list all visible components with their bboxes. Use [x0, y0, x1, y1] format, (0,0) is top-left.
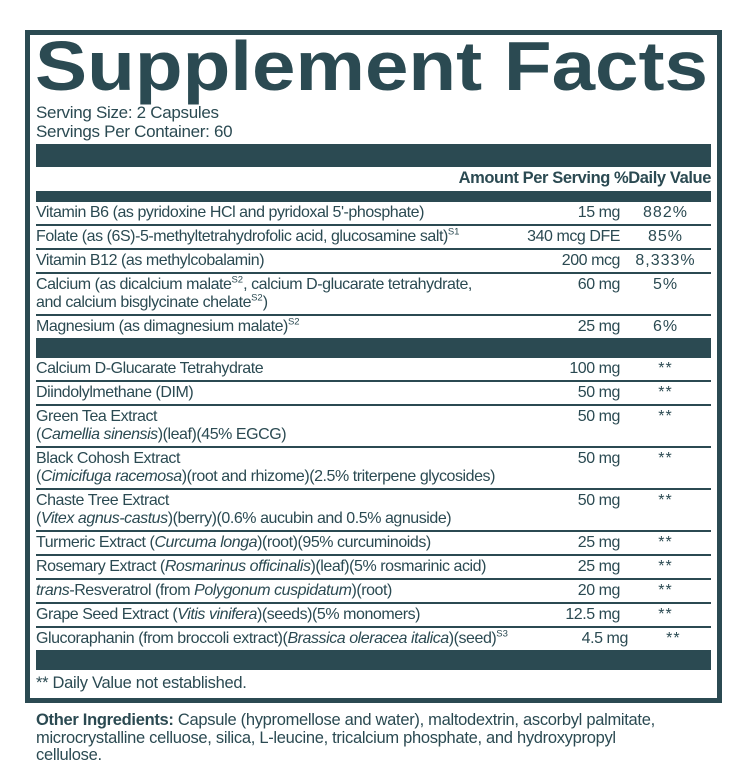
daily-value-footnote: ** Daily Value not established.: [36, 674, 247, 692]
nutrient-name: Glucoraphanin (from broccoli extract)(Brassica oleracea italica)(seed)$^{S3}$: [36, 628, 508, 647]
nutrient-row: [36, 578, 711, 602]
nutrient-amount: 20 mg: [577, 582, 620, 599]
nutrient-amount: 25 mg: [577, 318, 620, 335]
nutrient-daily-value: 85%: [647, 228, 684, 245]
nutrient-name: Diindolylmethane (DIM): [36, 384, 194, 401]
serving-size: Serving Size: 2 Capsules: [36, 103, 219, 122]
nutrient-daily-value: **: [666, 630, 681, 647]
nutrient-daily-value: 6%: [652, 318, 679, 335]
nutrient-row: [36, 248, 711, 272]
divider-bar-middle: [36, 338, 711, 358]
nutrient-name: Vitamin B12 (as methylcobalamin): [36, 252, 265, 269]
nutrient-row: [36, 488, 711, 530]
nutrient-daily-value: **: [658, 450, 673, 467]
nutrient-amount: 60 mg: [577, 276, 620, 293]
other-ingredients: [36, 712, 681, 765]
nutrient-name: Chaste Tree Extract (Vitex agnus-castus)(berry)(0.6% aucubin and 0.5% agnuside): [36, 492, 452, 527]
nutrient-table-vitamins: [36, 202, 711, 338]
panel-title: [35, 27, 711, 105]
nutrient-amount: 50 mg: [577, 384, 620, 401]
nutrient-amount: 200 mcg: [561, 252, 620, 269]
daily-value-header: %Daily Value: [613, 169, 711, 187]
nutrient-daily-value: 8,333%: [635, 252, 696, 269]
nutrient-row: [36, 314, 711, 338]
nutrient-row: [36, 602, 711, 626]
nutrient-amount: 50 mg: [577, 450, 620, 467]
nutrient-row: [36, 404, 711, 446]
nutrient-row: [36, 446, 711, 488]
nutrient-amount: 15 mg: [577, 204, 620, 221]
nutrient-daily-value: **: [658, 384, 673, 401]
nutrient-name: Rosemary Extract (Rosmarinus officinalis)(leaf)(5% rosmarinic acid): [36, 558, 486, 575]
supplement-facts-panel: [25, 27, 722, 703]
nutrient-daily-value: **: [658, 534, 673, 551]
nutrient-amount: 50 mg: [577, 408, 620, 425]
nutrient-name: Folate (as (6S)-5-methyltetrahydrofolic acid, glucosamine salt)$^{S1}$: [36, 226, 460, 245]
nutrient-name: Grape Seed Extract (Vitis vinifera)(seeds)(5% monomers): [36, 606, 421, 623]
nutrient-amount: 100 mg: [569, 360, 620, 377]
amount-per-serving-header: Amount Per Serving: [458, 169, 610, 187]
nutrient-amount: 12.5 mg: [565, 606, 620, 623]
nutrient-daily-value: **: [658, 360, 673, 377]
nutrient-name: trans-Resveratrol (from Polygonum cuspidatum)(root): [36, 582, 392, 599]
divider-bar-header: [36, 191, 711, 202]
nutrient-amount: 340 mcg DFE: [527, 228, 620, 245]
other-ingredients-label: Other Ingredients:: [36, 711, 174, 729]
nutrient-amount: 25 mg: [577, 558, 620, 575]
servings-per-container: Servings Per Container: 60: [36, 121, 233, 141]
nutrient-daily-value: **: [658, 606, 673, 623]
nutrient-name: Vitamin B6 (as pyridoxine HCl and pyridoxal 5'-phosphate): [36, 204, 424, 221]
nutrient-daily-value: 5%: [652, 276, 679, 293]
column-headers: [36, 167, 711, 191]
nutrient-amount: 4.5 mg: [581, 630, 628, 647]
nutrient-amount: 50 mg: [577, 492, 620, 509]
nutrient-name: Calcium (as dicalcium malate$^{S2}$, calcium D-glucarate tetrahydrate, and calcium bisglycinate chelate$^{S2}$): [36, 274, 472, 311]
nutrient-daily-value: **: [658, 492, 673, 509]
nutrient-table-botanicals: [36, 358, 711, 650]
nutrient-name: Green Tea Extract (Camellia sinensis)(leaf)(45% EGCG): [36, 408, 287, 443]
nutrient-row: [36, 626, 711, 650]
divider-bar-bottom: [36, 650, 711, 670]
nutrient-amount: 25 mg: [577, 534, 620, 551]
nutrient-row: [36, 380, 711, 404]
nutrient-name: Turmeric Extract (Curcuma longa)(root)(95% curcuminoids): [36, 534, 431, 551]
nutrient-daily-value: **: [658, 582, 673, 599]
nutrient-daily-value: 882%: [643, 204, 688, 221]
divider-bar-top: [36, 144, 711, 167]
nutrient-daily-value: **: [658, 558, 673, 575]
other-ingredients-text: Capsule (hypromellose and water), maltodextrin, ascorbyl palmitate, microcrystalline celluose, silica, L-leucine, tricalcium phosphate, and hydroxypropyl cellulose.: [36, 711, 655, 764]
nutrient-row: [36, 530, 711, 554]
nutrient-row: [36, 224, 711, 248]
nutrient-name: Magnesium (as dimagnesium malate)$^{S2}$: [36, 316, 300, 335]
nutrient-row: [36, 358, 711, 380]
panel-title-text: Supplement Facts: [35, 27, 708, 105]
nutrient-name: Black Cohosh Extract (Cimicifuga racemosa)(root and rhizome)(2.5% triterpene glycosides): [36, 450, 495, 485]
nutrient-row: [36, 202, 711, 224]
nutrient-daily-value: **: [658, 408, 673, 425]
nutrient-name: Calcium D-Glucarate Tetrahydrate: [36, 360, 264, 377]
nutrient-row: [36, 272, 711, 314]
nutrient-row: [36, 554, 711, 578]
